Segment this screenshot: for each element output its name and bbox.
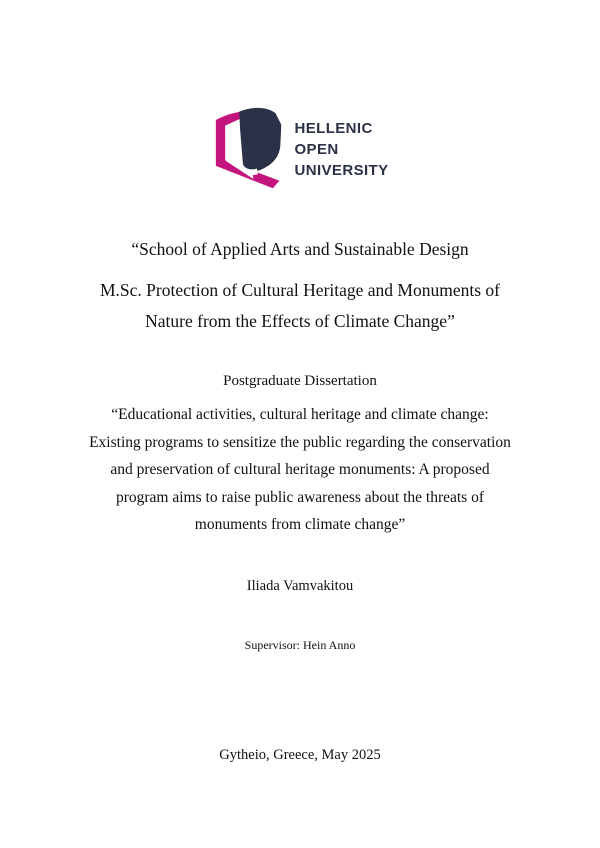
author-name: Iliada Vamvakitou [246, 578, 354, 594]
program-title-line-2: Nature from the Effects of Climate Change” [145, 311, 455, 331]
dissertation-title-quote [0, 401, 600, 539]
logo-word-hellenic: HELLENIC [294, 119, 373, 137]
university-logo-wordmark [294, 118, 388, 181]
supervisor-line: Supervisor: Hein Anno [244, 638, 356, 652]
logo-word-university: UNIVERSITY [294, 161, 389, 179]
school-and-program-title [0, 234, 600, 337]
school-title-line: “School of Applied Arts and Sustainable Design [131, 239, 469, 259]
logo-word-open: OPEN [294, 140, 339, 158]
quote-line-2: Existing programs to sensitize the public regarding the conservation [89, 433, 511, 451]
program-title-line-1: M.Sc. Protection of Cultural Heritage and Monuments of [100, 280, 500, 300]
quote-line-1: “Educational activities, cultural heritage and climate change: [111, 406, 489, 423]
quote-line-4: program aims to raise public awareness about the threats of [115, 488, 484, 506]
logo-navy-shape [239, 108, 281, 172]
quote-line-5: monuments from climate change” [194, 516, 406, 533]
dissertation-type-label: Postgraduate Dissertation [223, 373, 377, 389]
open-book-logo-icon [211, 106, 287, 192]
place-and-date: Gytheio, Greece, May 2025 [219, 747, 381, 763]
quote-line-3: and preservation of cultural heritage monuments: A proposed [110, 461, 490, 478]
university-logo [211, 106, 388, 192]
